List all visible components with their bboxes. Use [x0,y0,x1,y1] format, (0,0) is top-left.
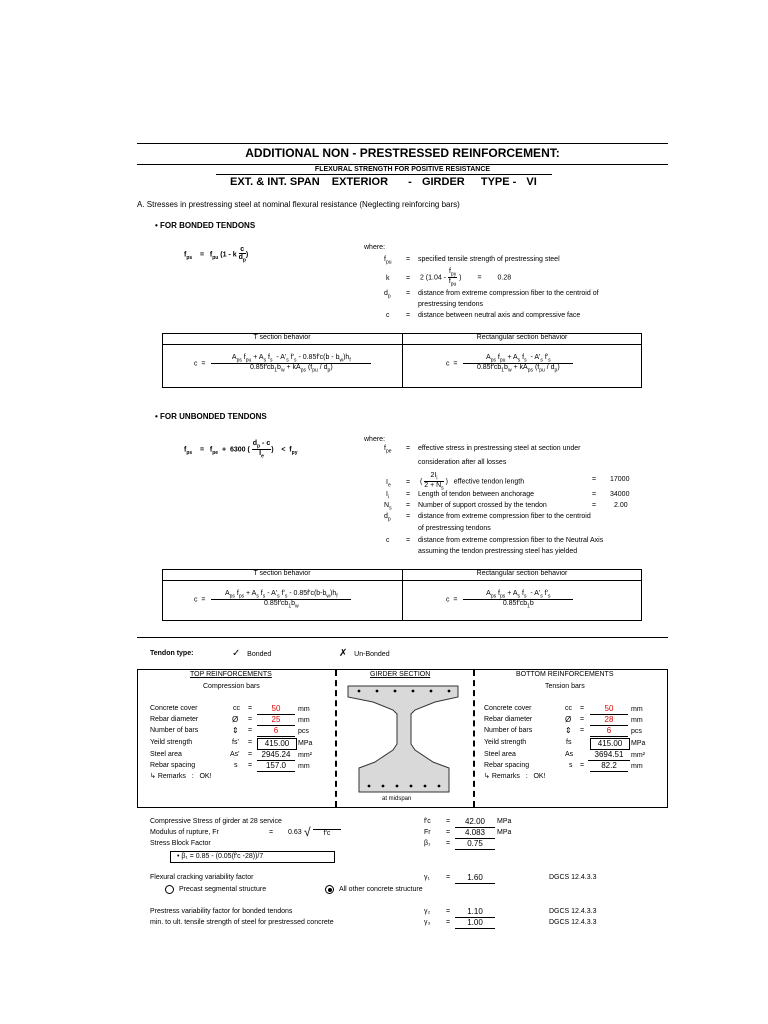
bonded-formula: $f_{ps}$ = $f_{pu}$ (1 - k $\frac{c}{d_p}$ ) [184,246,249,264]
unbonded-def-ie: $I_e$ = ( $\frac{2I_i}{2 + N_s}$ ) effective tendon length [386,472,525,492]
stress-block-label: Stress Block Factor [150,840,211,847]
bonded-def-dp-cont: prestressing tendons [418,301,483,308]
bottom-row-sym: s [569,762,573,769]
top-row-label: Steel area [150,751,182,758]
unbonded-heading-text: FOR UNBONDED TENDONS [160,412,267,421]
top-row-eq: = [248,716,253,723]
unbonded-def-ii: $I_i$ = Length of tendon between anchorage [386,491,534,501]
unbonded-r-formula: c = $\frac{A_{ps} f_{ps} + A_s f_s - A'_s f'_s}{0.85f'cb_1b}$ [446,590,573,610]
unbonded-t-header: T section behavior [253,570,311,577]
bottom-row-label: Yeild strength [484,739,527,746]
unbonded-heading [155,412,267,421]
top-yield-value: 415.00 [257,738,297,750]
top-row-unit: pcs [298,728,309,735]
ie-eq: = [592,476,597,483]
top-diameter-input[interactable]: 25 [257,715,295,726]
location-label: EXTERIOR [331,176,389,188]
unbonded-def-ns: $N_s$ = Number of support crossed by the tendon [384,502,547,512]
type-label: TYPE - [480,176,517,188]
check-icon: ✓ [232,648,241,659]
bonded-def-dp: $d_p$ = distance from extreme compression fiber to the centroid of [384,290,599,300]
bottom-reinf-subtitle: Tension bars [545,683,585,690]
radio-selected-icon[interactable] [325,885,334,894]
bullet-icon: • [155,412,158,421]
gamma1-label: Flexural cracking variability factor [150,874,254,881]
top-row-label: Number of bars [150,727,199,734]
bottom-row-unit: MPa [631,740,646,747]
diameter-icon: Ø [232,715,239,724]
top-row-sym: As' [230,751,240,758]
bottom-row-sym: cc [565,705,572,712]
top-row-label: Rebar diameter [150,716,199,723]
top-spacing-value: 157.0 [257,761,295,772]
fr-value: 4.083 [455,828,495,839]
gamma1-sym: γ₁ [424,874,430,881]
gamma3-sym: γ₃ [424,919,431,926]
bottom-row-eq: = [580,762,585,769]
top-row-label: Rebar spacing [150,762,196,769]
unbonded-formula: $f_{ps}$ = $f_{pe} + 6300$ ( $\frac{d_p - c}{I_e}$ ) < $f_{py}$ [184,440,298,460]
fc-sym: f'c [424,818,431,825]
unbonded-def-dp-cont: of prestressing tendons [418,525,491,532]
tendon-unbonded-option[interactable] [339,648,390,659]
bottom-row-unit: mm [631,706,643,713]
top-remarks: ↳ Remarks : OK! [150,773,212,780]
top-row-eq: = [248,751,253,758]
gamma3-value: 1.00 [455,918,495,929]
unbonded-option-label: Un-Bonded [354,651,390,658]
precast-option[interactable]: Precast segmental structure [165,885,266,894]
bottom-row-sym: fs [566,739,572,746]
spinner-icon[interactable]: ⇕ [565,726,572,735]
bonded-option-label: Bonded [247,651,272,658]
other-structure-option[interactable]: All other concrete structure [325,885,423,894]
gamma3-label: min. to ult. tensile strength of steel for prestressed concrete [150,919,334,926]
bottom-remarks-value: OK! [533,773,546,780]
span-header [230,176,537,188]
unbonded-def-c: c = distance from extreme compression fiber to the Neutral Axis [386,537,604,544]
diameter-icon: Ø [565,715,572,724]
fr-sym: Fr [424,829,431,836]
rupture-eq: = [269,829,274,836]
tendon-bonded-option[interactable] [232,648,271,659]
bottom-row-label: Rebar diameter [484,716,533,723]
beta-eq: = [446,840,451,847]
girder-section-drawing [345,684,463,798]
bottom-row-unit: mm [631,717,643,724]
girder-label: GIRDER [421,176,465,188]
top-reinf-title: TOP REINFORCEMENTS [190,671,272,678]
top-row-unit: mm [298,763,310,770]
bottom-yield-value: 415.00 [590,738,630,750]
gamma2-sym: γ₂ [424,908,431,915]
top-row-eq: = [248,762,253,769]
ns-eq: = [592,502,597,509]
bottom-row-label: Concrete cover [484,705,532,712]
gamma1-value: 1.60 [455,873,495,884]
fr-unit: MPa [497,829,512,836]
fc-eq: = [446,818,451,825]
rupture-label: Modulus of rupture, Fr [150,829,219,836]
gamma2-ref: DGCS 12.4.3.3 [549,908,597,915]
unbonded-where: where: [364,436,386,443]
beta-sym: β₁ [424,840,431,847]
beta-value: 0.75 [455,839,495,850]
span-label: EXT. & INT. SPAN [230,176,320,188]
bottom-row-eq: = [580,716,585,723]
bottom-spacing-value: 82.2 [590,761,628,772]
ii-value: 34000 [610,491,630,498]
top-row-unit: mm² [298,752,312,759]
bonded-r-formula: c = $\frac{A_{ps} f_{pu} + A_s f_s - A'_s f'_s}{0.85f'cb_1b_w + kA_{ps} (f_{pu} / d_p)}$ [446,354,573,374]
bonded-def-fpu: $f_{pu}$ = specified tensile strength of prestressing steel [384,256,560,266]
dash: - [408,176,412,188]
bottom-row-unit: mm² [631,752,645,759]
girder-caption: at midspan [382,796,412,802]
bottom-diameter-input[interactable]: 28 [590,715,628,726]
top-row-eq: = [248,727,253,734]
sqrt-icon: √ [304,825,311,839]
gamma2-eq: = [446,908,451,915]
radio-unselected-icon[interactable] [165,885,174,894]
top-row-eq: = [248,705,253,712]
top-row-sym: s [234,762,238,769]
type-value: VI [526,176,537,188]
unbonded-def-dp: $d_p$ = distance from extreme compression fiber to the centroid [384,513,591,523]
top-row-eq: = [248,739,253,746]
top-area-value: 2945.24 [257,750,295,761]
bottom-bars-input[interactable]: 6 [590,726,628,737]
cross-icon: ✗ [339,648,348,659]
return-arrow-icon: ↳ [150,773,156,780]
section-a-heading: A. Stresses in prestressing steel at nominal flexural resistance (Neglecting reinforcing bars) [137,200,460,209]
ie-value: 17000 [610,476,630,483]
k-value: 0.28 [497,274,512,282]
bottom-row-unit: mm [631,763,643,770]
gamma3-ref: DGCS 12.4.3.3 [549,919,597,926]
bottom-row-unit: pcs [631,728,642,735]
top-cover-input[interactable]: 50 [257,704,295,715]
top-row-label: Yeild strength [150,739,193,746]
unbonded-def-fpe: $f_{pe}$ = effective stress in prestressing steel at section under [384,445,581,455]
bullet-icon: • [155,221,158,230]
return-arrow-icon: ↳ [484,773,490,780]
ns-value: 2.00 [614,502,628,509]
beta-formula: β₁ = 0.85 - (0.05(f'c -28))/7 [181,853,264,860]
top-row-label: Concrete cover [150,705,198,712]
top-row-sym: cc [233,705,240,712]
unbonded-def-fpe-cont: consideration after all losses [418,459,507,466]
top-row-sym: fs' [232,739,239,746]
bottom-area-value: 3694.51 [588,750,630,761]
gamma1-eq: = [446,874,451,881]
bottom-remarks: ↳ Remarks : OK! [484,773,546,780]
tendon-type-label: Tendon type: [150,650,194,657]
top-reinf-subtitle: Compression bars [203,683,260,690]
bottom-row-sym: As [565,751,574,758]
unbonded-t-formula: c = $\frac{A_{ps} f_{ps} + A_s f_s - A'_s f'_s - 0.85f'c(b-b_w)h_f}{0.85f'cb_1b_w}$ [194,590,351,610]
top-bars-input[interactable]: 6 [257,726,295,737]
bottom-row-eq: = [580,727,585,734]
page-title: ADDITIONAL NON - PRESTRESSED REINFORCEMENT: [245,146,560,160]
rupture-coef: 0.63 [288,829,302,836]
compressive-label: Compressive Stress of girder at 28 service [150,818,282,825]
bullet-icon: • [177,853,180,860]
bonded-heading-text: FOR BONDED TENDONS [160,221,256,230]
bottom-reinf-title: BOTTOM REINFORCEMENTS [516,671,614,678]
gamma3-eq: = [446,919,451,926]
bottom-row-eq: = [580,705,585,712]
gamma2-label: Prestress variability factor for bonded tendons [150,908,293,915]
fc-unit: MPa [497,818,512,825]
page-subtitle: FLEXURAL STRENGTH FOR POSITIVE RESISTANCE [314,166,491,173]
top-row-unit: mm [298,706,310,713]
gamma1-ref: DGCS 12.4.3.3 [549,874,597,881]
girder-section-title: GIRDER SECTION [370,671,431,678]
rupture-root: f'c [313,829,341,837]
top-row-unit: MPa [298,740,313,747]
ii-eq: = [592,491,597,498]
beta-formula-box [170,851,335,863]
bonded-heading [155,221,255,230]
bonded-r-header: Rectangular section behavior [476,334,568,341]
bonded-t-formula: c = $\frac{A_{ps} f_{pu} + A_s f_s - A'_s f'_s - 0.85f'c(b - b_w)h_f}{0.85f'cb_1b_w + kA_{ps} (f_{pu} / d_p)}$ [194,354,371,374]
bonded-t-header: T section behavior [253,334,311,341]
fc-value: 42.00 [455,817,495,828]
gamma2-value: 1.10 [455,907,495,918]
bonded-def-k: k = 2 (1.04 - $\frac{f_{py}}{f_{pu}}$ ) = 0.28 [386,268,512,288]
top-remarks-value: OK! [199,773,212,780]
top-row-unit: mm [298,717,310,724]
bottom-row-label: Rebar spacing [484,762,530,769]
bottom-cover-input[interactable]: 50 [590,704,628,715]
unbonded-r-header: Rectangular section behavior [476,570,568,577]
bonded-def-c: c = distance between neutral axis and compressive face [386,312,581,319]
bonded-where: where: [364,244,386,251]
unbonded-def-c-cont: assuming the tendon prestressing steel has yielded [418,548,578,555]
bottom-row-label: Number of bars [484,727,533,734]
bottom-row-label: Steel area [484,751,516,758]
fr-eq: = [446,829,451,836]
spinner-icon[interactable]: ⇕ [232,726,239,735]
